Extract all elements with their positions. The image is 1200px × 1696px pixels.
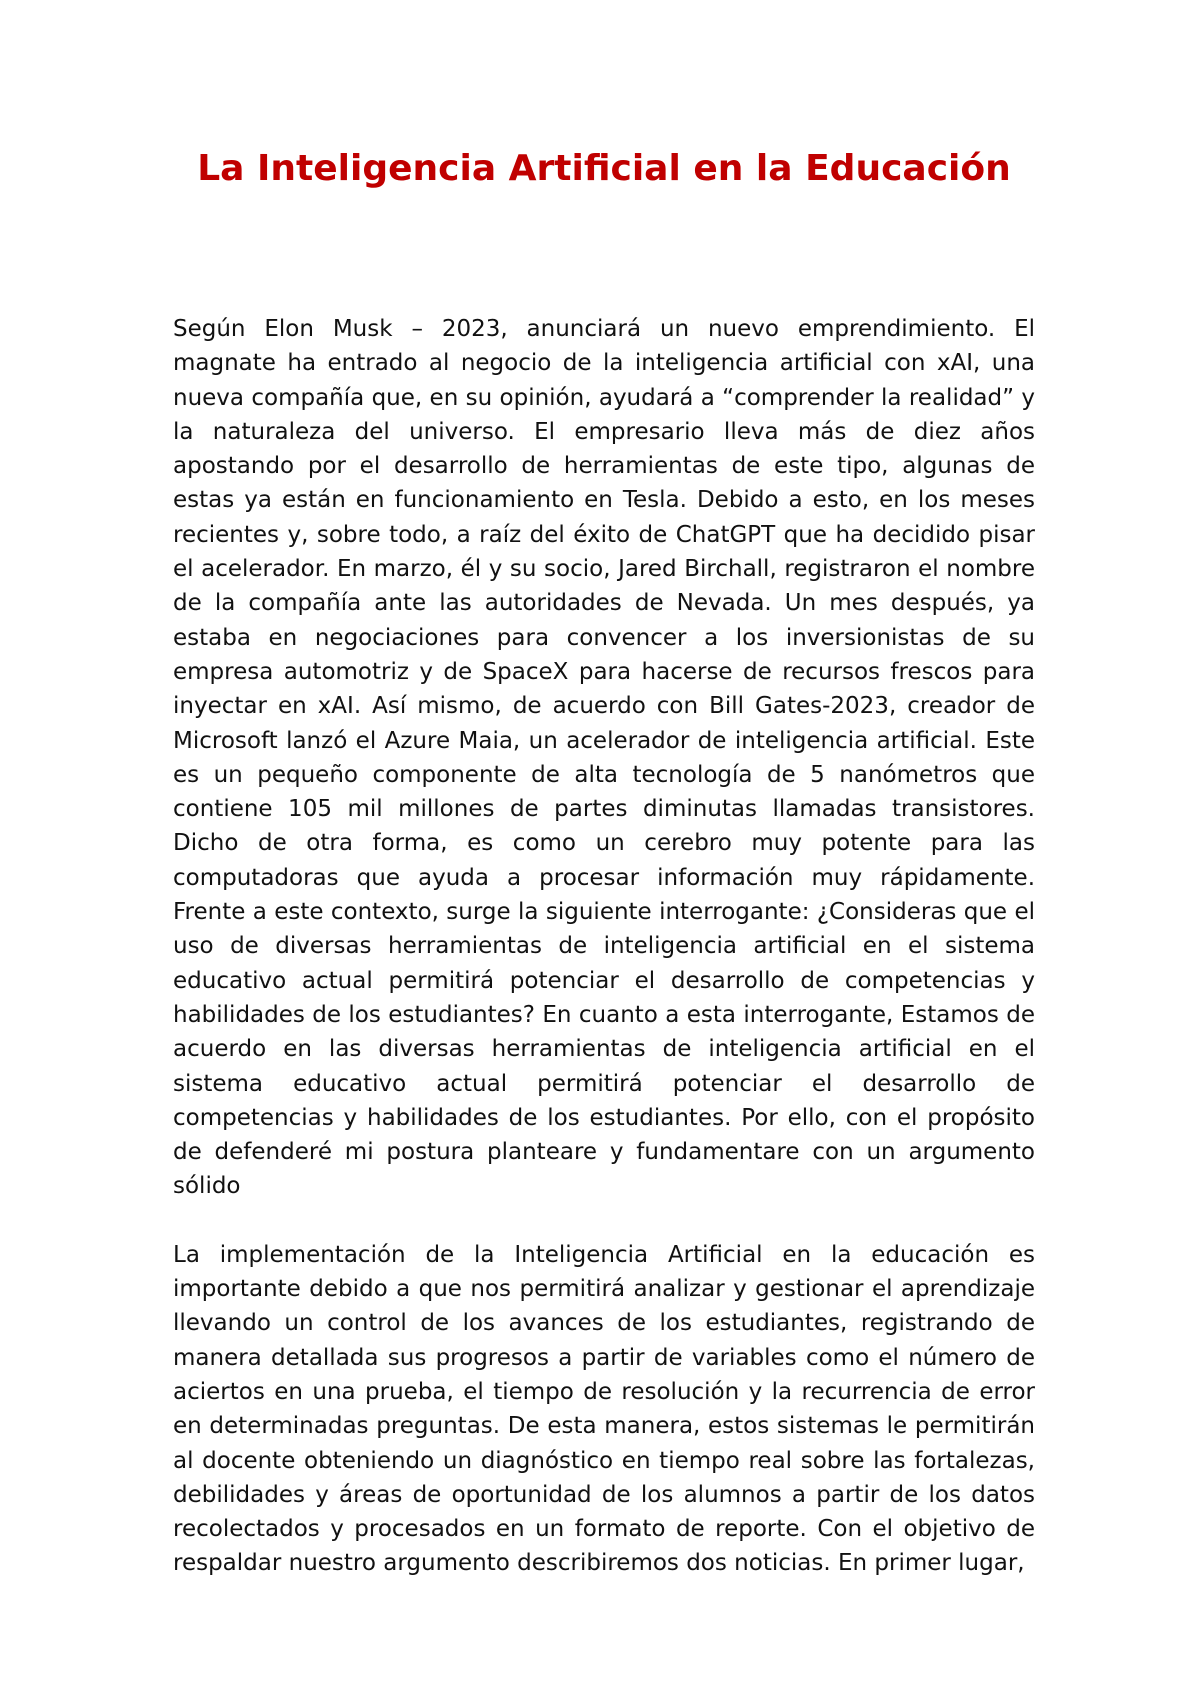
body-paragraph-1: Según Elon Musk – 2023, anunciará un nuevo emprendimiento. El magnate ha entrado al negocio de la inteligencia artificial con xAI, una nueva compañía que, en su opinión, ayudará a “comprender la realidad” y la naturaleza del universo. El empresario lleva más de diez años apostando por el desarrollo de herramientas de este tipo, algunas de estas ya están en funcionamiento en Tesla. Debido a esto, en los meses recientes y, sobre todo, a raíz del éxito de ChatGPT que ha decidido pisar el acelerador. En marzo, él y su socio, Jared Birchall, registraron el nombre de la compañía ante las autoridades de Nevada. Un mes después, ya estaba en negociaciones para convencer a los inversionistas de su empresa automotriz y de SpaceX para hacerse de recursos frescos para inyectar en xAI. Así mismo, de acuerdo con Bill Gates-2023, creador de Microsoft lanzó el Azure Maia, un acelerador de inteligencia artificial. Este es un pequeño componente de alta tecnología de 5 nanómetros que contiene 105 mil millones de partes diminutas llamadas transistores. Dicho de otra forma, es como un cerebro muy potente para las computadoras que ayuda a procesar información muy rápidamente. Frente a este contexto, surge la siguiente interrogante: ¿Consideras que el uso de diversas herramientas de inteligencia artificial en el sistema educativo actual permitirá potenciar el desarrollo de competencias y habilidades de los estudiantes? En cuanto a esta interrogante, Estamos de acuerdo en las diversas herramientas de inteligencia artificial en el sistema educativo actual permitirá potenciar el desarrollo de competencias y habilidades de los estudiantes. Por ello, con el propósito de defenderé mi postura planteare y fundamentare con un argumento sólido: [173, 316, 1035, 1200]
document-body: [173, 312, 1035, 1581]
body-paragraph-2: La implementación de la Inteligencia Artificial en la educación es importante debido a que nos permitirá analizar y gestionar el aprendizaje llevando un control de los avances de los estudiantes, registrando de manera detallada sus progresos a partir de variables como el número de aciertos en una prueba, el tiempo de resolución y la recurrencia de error en determinadas preguntas. De esta manera, estos sistemas le permitirán al docente obteniendo un diagnóstico en tiempo real sobre las fortalezas, debilidades y áreas de oportunidad de los alumnos a partir de los datos recolectados y procesados en un formato de reporte. Con el objetivo de respaldar nuestro argumento describiremos dos noticias. En primer lugar,: [173, 1241, 1035, 1577]
document-title: La Inteligencia Artificial en la Educación: [197, 148, 1011, 189]
